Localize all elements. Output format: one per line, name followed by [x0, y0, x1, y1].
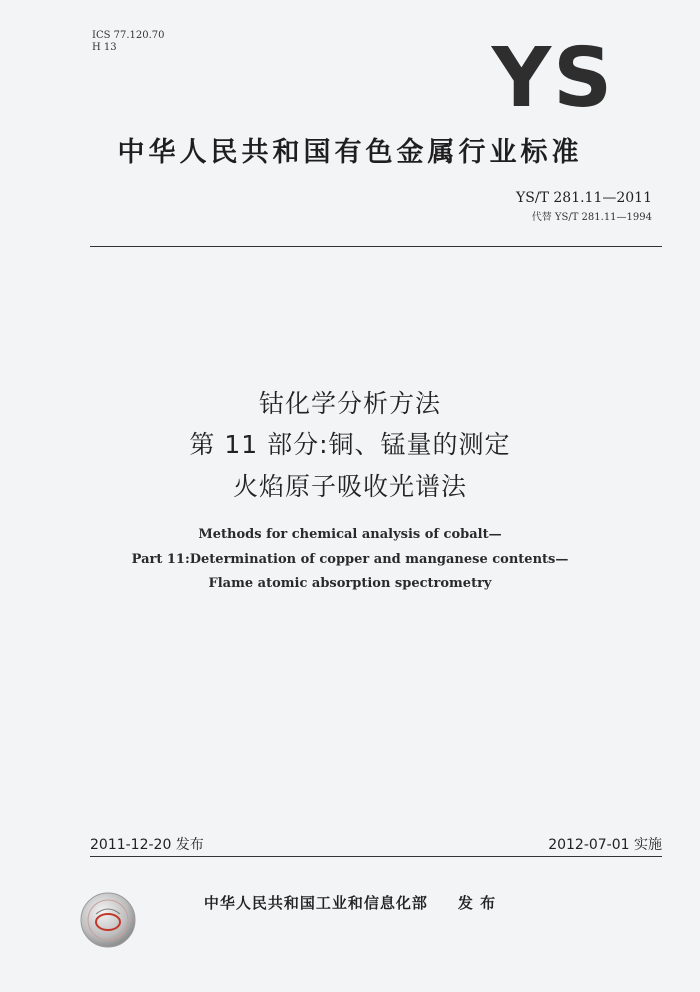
- standard-number: YS/T 281.11—2011: [516, 190, 652, 206]
- issuer-name: 中华人民共和国工业和信息化部: [203, 894, 428, 912]
- logo-text: YS: [491, 34, 615, 112]
- issuing-authority: [0, 892, 700, 913]
- title-cn-line3: 火焰原子吸收光谱法: [232, 472, 467, 501]
- title-en-line1: Methods for chemical analysis of cobalt—: [198, 527, 502, 542]
- title-en-line2: Part 11:Determination of copper and manganese contents—: [131, 552, 569, 567]
- classification-codes: [92, 30, 165, 54]
- effective-date: 2012-07-01 实施: [548, 837, 662, 853]
- title-cn-line1: 钴化学分析方法: [258, 389, 441, 418]
- title-en-line3: Flame atomic absorption spectrometry: [208, 576, 492, 591]
- ccs-code: H 13: [92, 42, 117, 53]
- issuer-action: 发 布: [457, 894, 497, 912]
- title-cn-line2: 第 11 部分:铜、锰量的测定: [189, 430, 511, 459]
- ys-logo-icon: [478, 34, 628, 112]
- header-divider: [90, 246, 662, 247]
- replaced-standard: 代替 YS/T 281.11—1994: [531, 212, 652, 223]
- footer-divider: [90, 856, 662, 857]
- publish-date: 2011-12-20 发布: [90, 837, 204, 853]
- ics-code: ICS 77.120.70: [92, 30, 165, 41]
- organization-title: 中华人民共和国有色金属行业标准: [117, 137, 583, 168]
